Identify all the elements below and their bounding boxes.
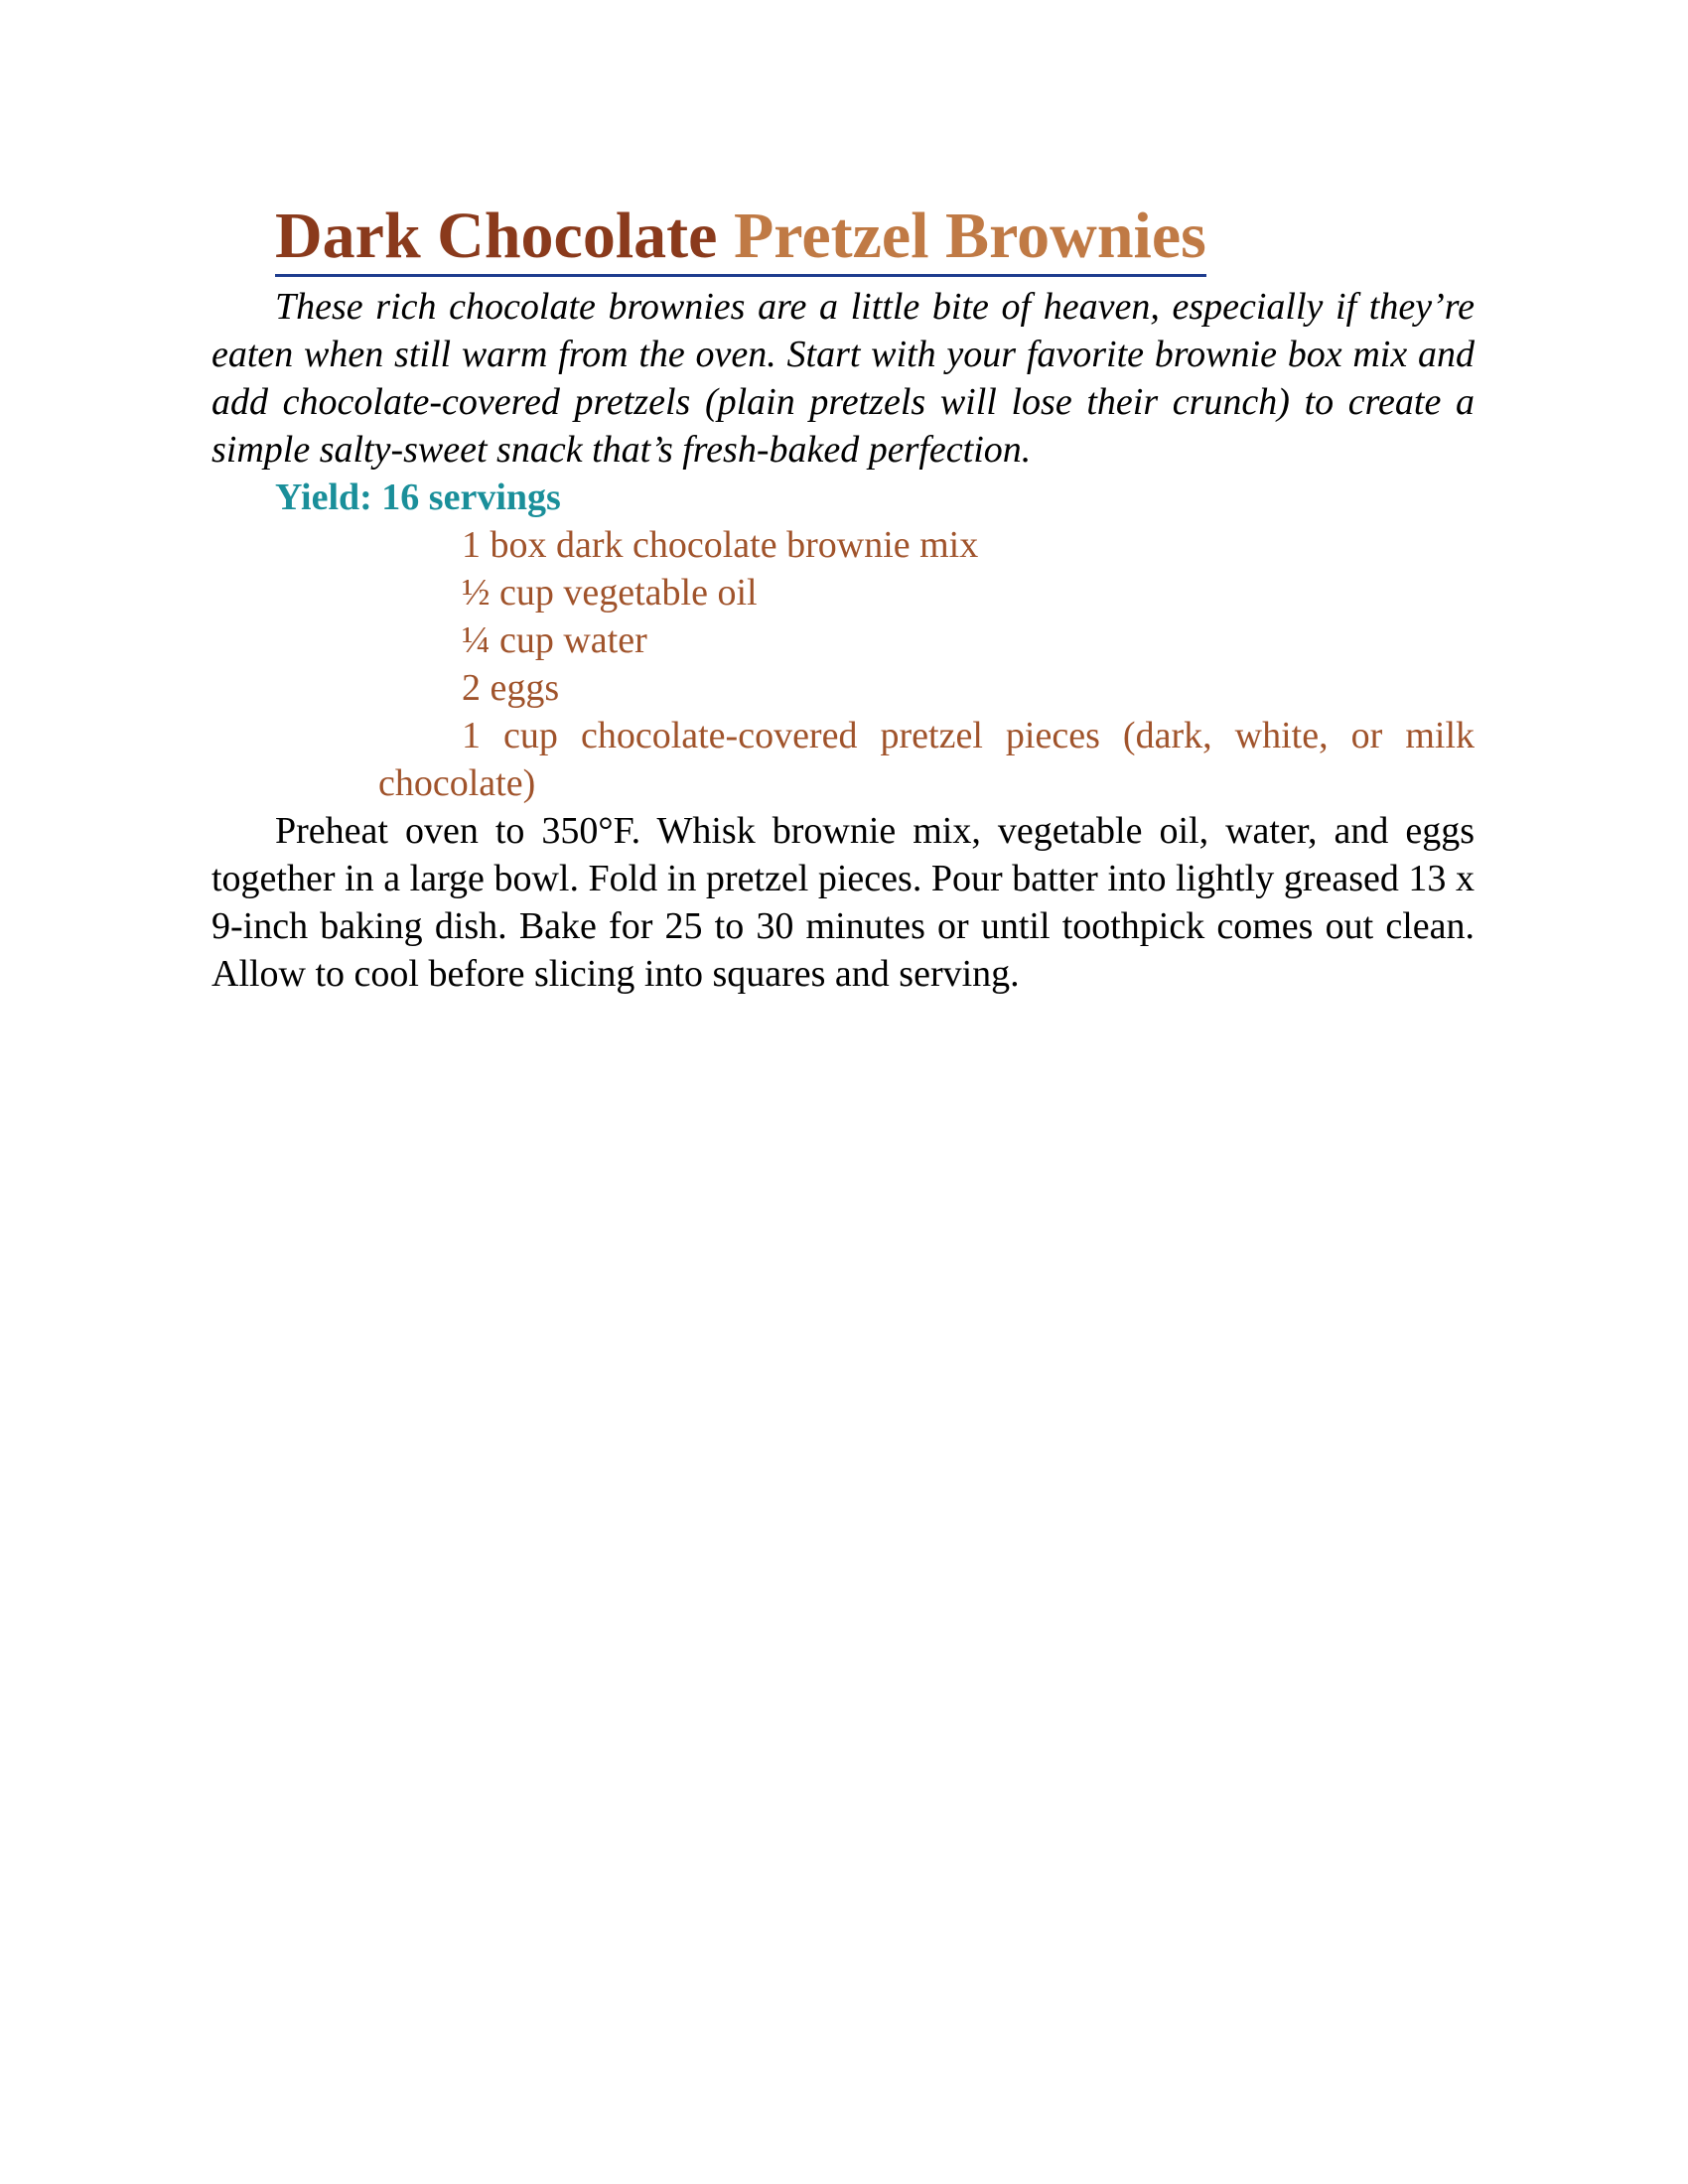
ingredient-item: 1 box dark chocolate brownie mix — [462, 524, 979, 566]
recipe-title — [275, 199, 1206, 277]
ingredient-item: 2 eggs — [462, 667, 560, 709]
recipe-title-part-1: Dark Chocolate — [275, 200, 718, 272]
ingredient-item: 1 cup chocolate-covered pretzel pieces (dark, white, or milk chocolate) — [378, 715, 1475, 804]
recipe-yield: Yield: 16 servings — [275, 477, 561, 518]
recipe-intro: These rich chocolate brownies are a little bite of heaven, especially if they’re eaten when still warm from the oven. Start with your favorite brownie box mix and add chocolate-covered pretzels (plain pretzels will lose their crunch) to create a simple salty-sweet snack that’s fresh-baked perfection. — [211, 286, 1475, 471]
ingredient-list — [211, 521, 1475, 807]
recipe-directions: Preheat oven to 350°F. Whisk brownie mix, vegetable oil, water, and eggs together in a large bowl. Fold in pretzel pieces. Pour batter into lightly greased 13 x 9-inch baking dish. Bake for 25 to 30 minutes or until toothpick comes out clean. Allow to cool before slicing into squares and serving. — [211, 810, 1475, 995]
recipe-title-part-2: Pretzel Brownies — [733, 200, 1206, 272]
ingredient-item: ¼ cup water — [462, 619, 647, 661]
ingredient-item: ½ cup vegetable oil — [462, 572, 758, 614]
recipe-page — [211, 199, 1475, 998]
